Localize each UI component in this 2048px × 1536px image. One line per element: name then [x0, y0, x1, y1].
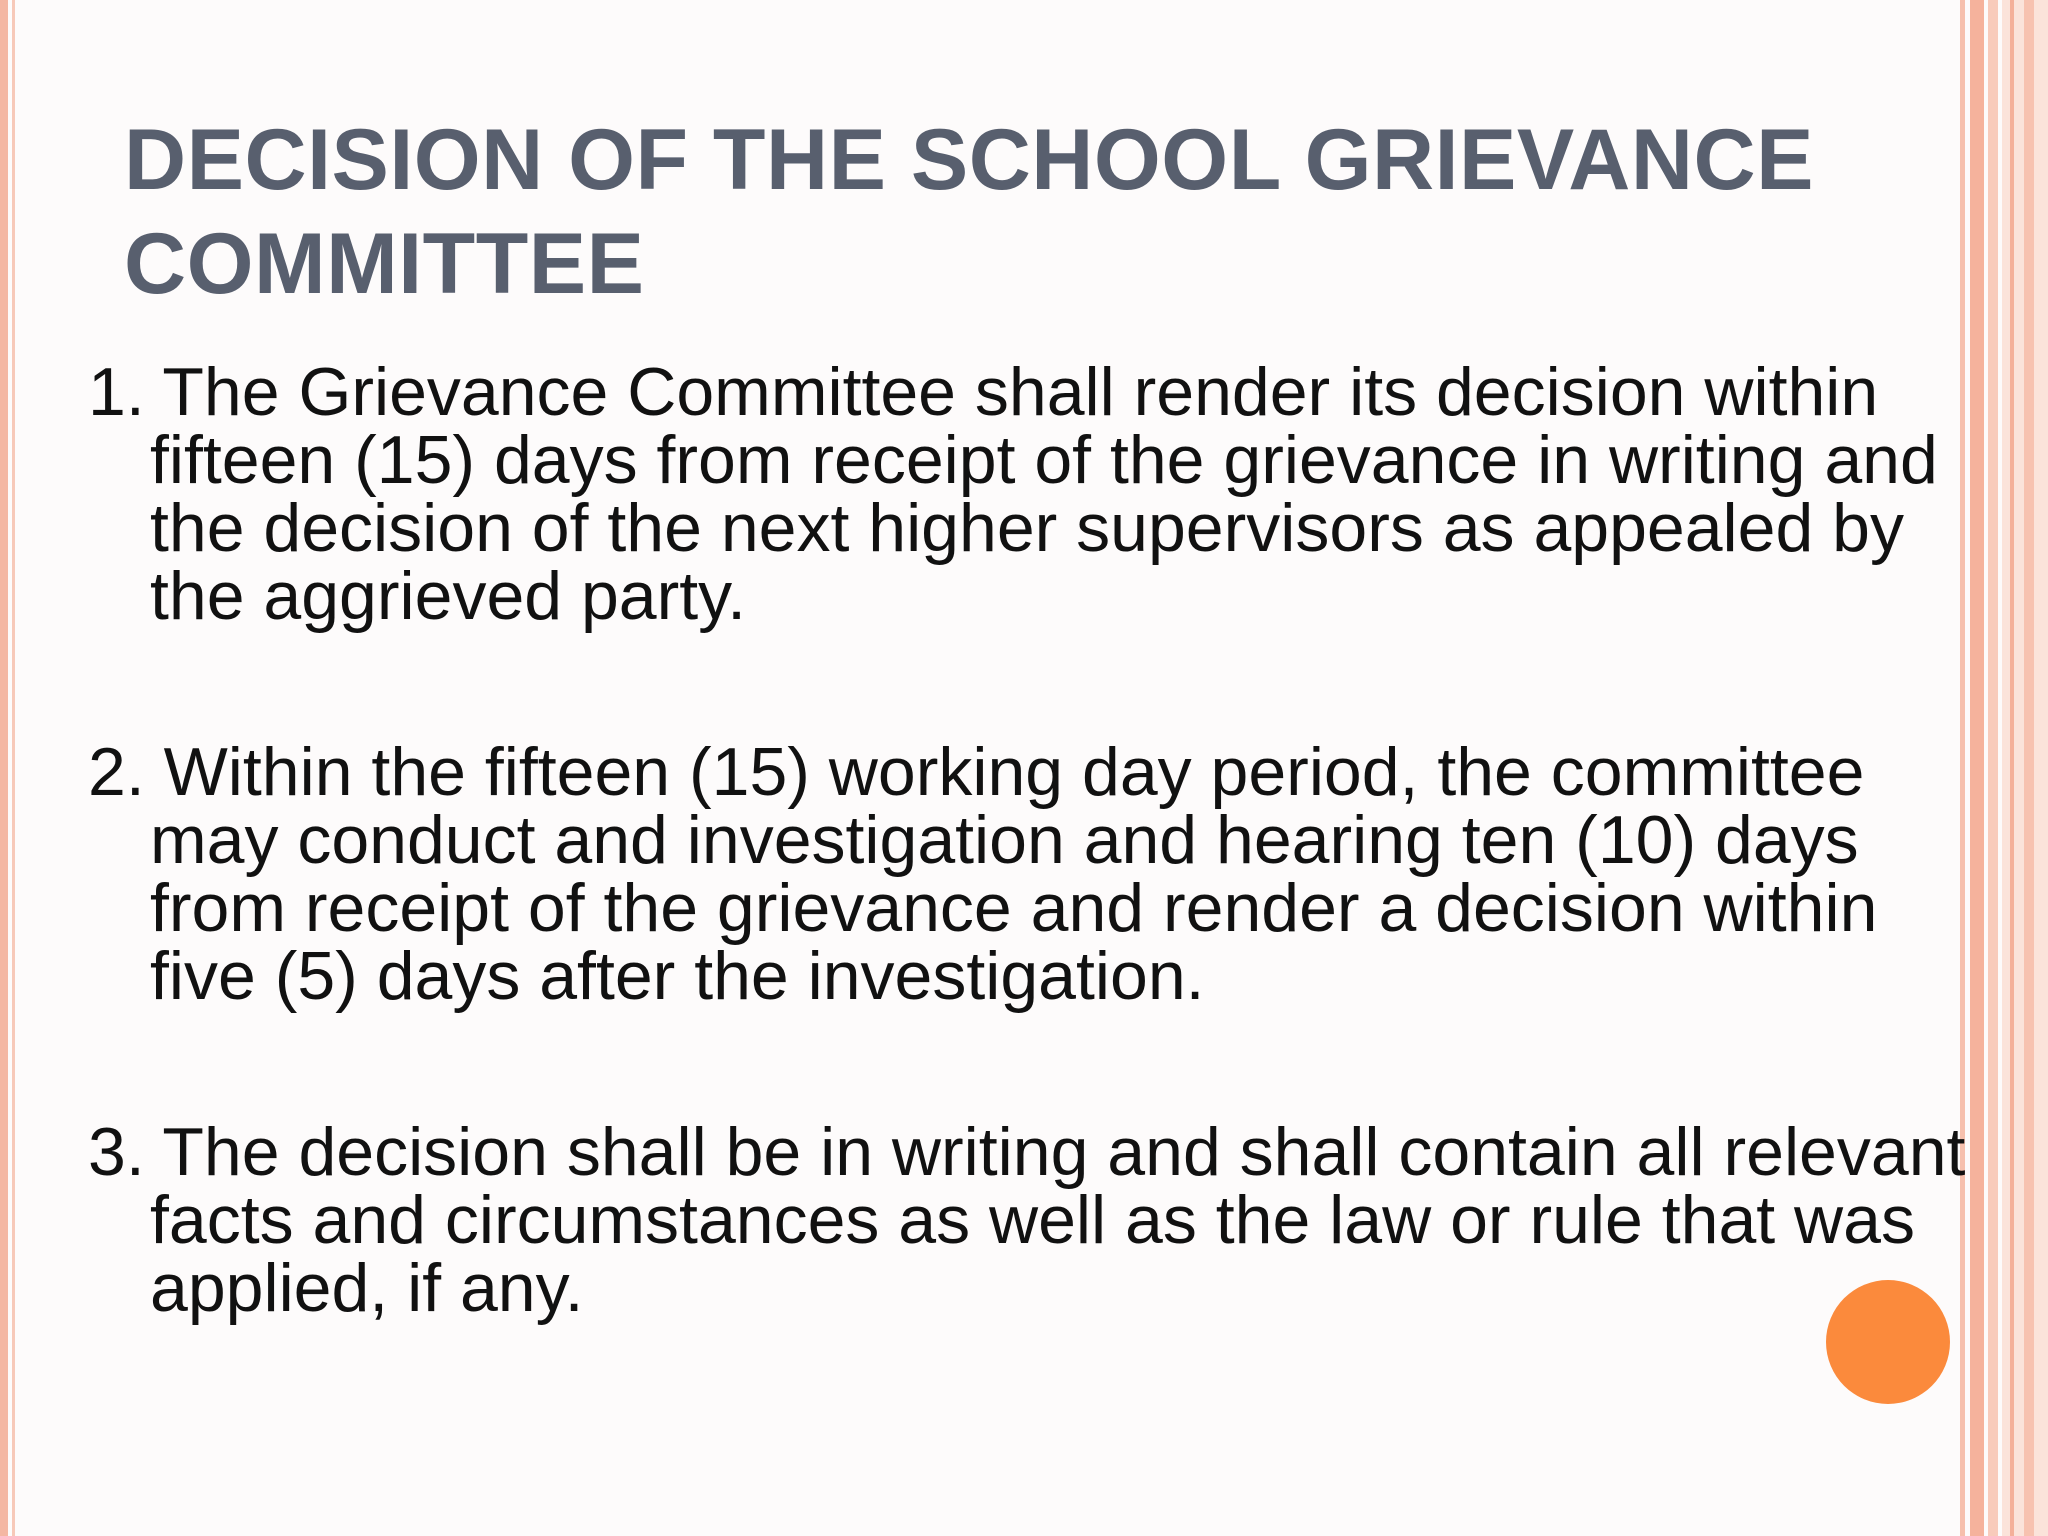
- right-border-stripe: [1988, 0, 1998, 1536]
- slide-title: DECISION OF THE SCHOOL GRIEVANCE COMMITTEE: [124, 112, 1814, 312]
- orange-circle-decoration: [1826, 1280, 1950, 1404]
- decision-list: [88, 354, 1968, 1430]
- list-item-2: 2. Within the fifteen (15) working day period, the committee may conduct and investigation and hearing ten (10) days from receipt of the grievance and render a decision within five (5) days after the investigation.: [88, 734, 1878, 1014]
- left-border-stripe: [0, 0, 8, 1536]
- list-item-3: 3. The decision shall be in writing and shall contain all relevant facts and circumstances as well as the law or rule that was applied, if any.: [88, 1114, 1966, 1326]
- left-border-stripe-thin: [12, 0, 15, 1536]
- list-item-1: 1. The Grievance Committee shall render its decision within fifteen (15) days from receipt of the grievance in writing and the decision of the next higher supervisors as appealed by the aggrieved party.: [88, 354, 1938, 634]
- right-border-stripe: [1970, 0, 1984, 1536]
- right-border-stripe: [2010, 0, 2014, 1536]
- right-border-stripe: [2024, 0, 2034, 1536]
